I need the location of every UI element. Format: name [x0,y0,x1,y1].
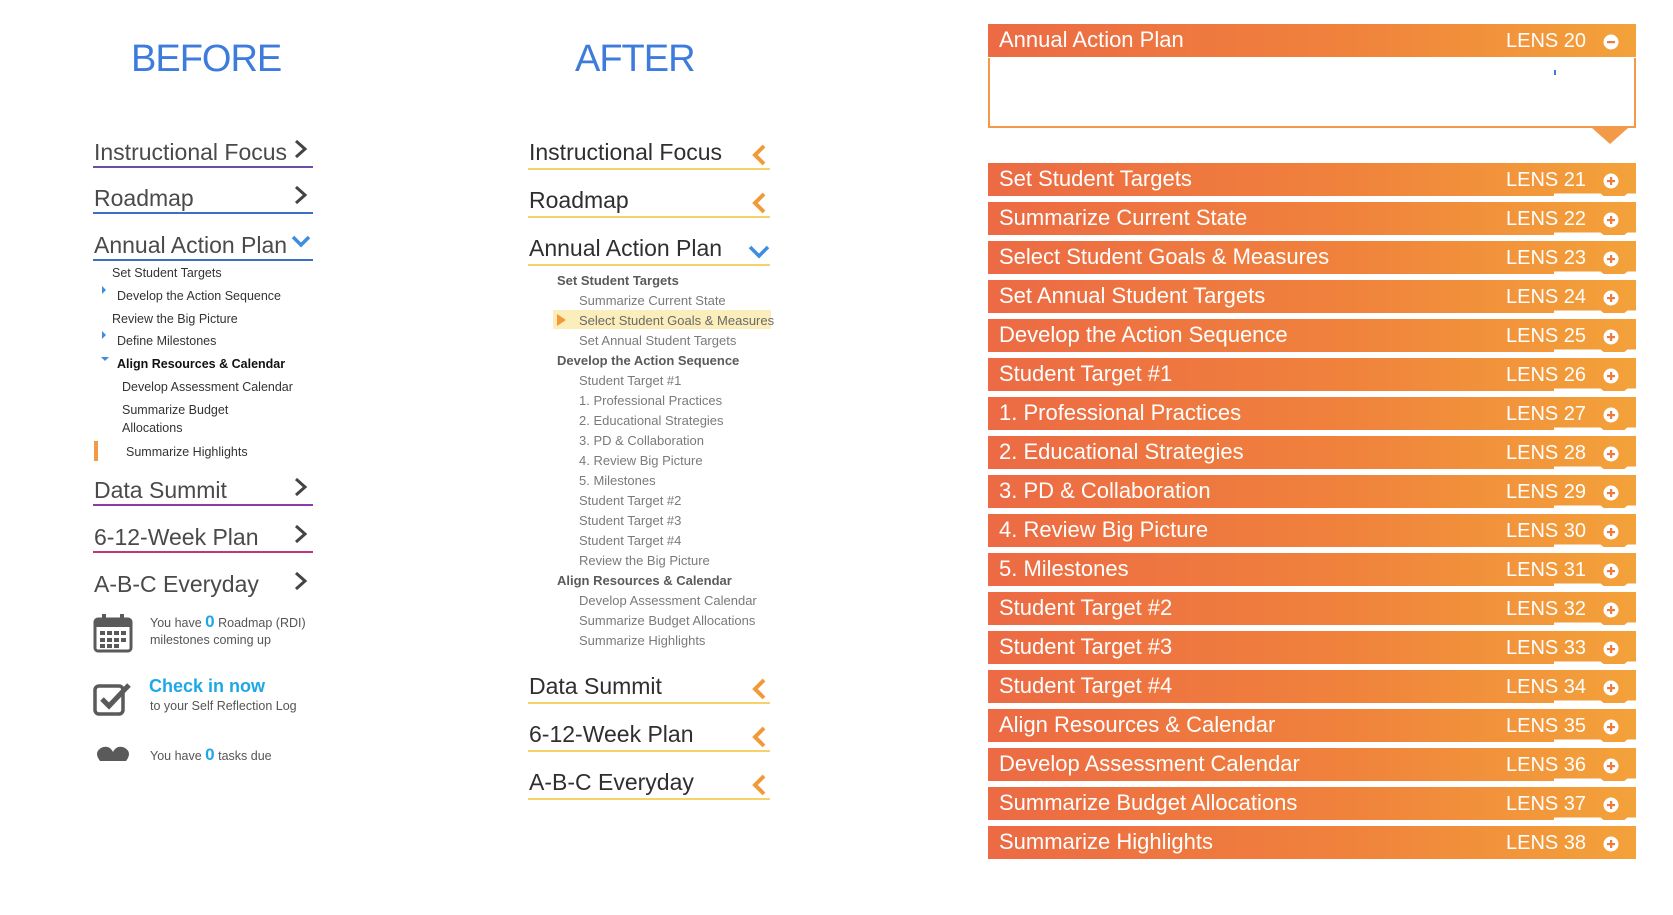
after-nav-annual-action-plan[interactable]: Annual Action Plan [528,230,770,266]
before-sub-item[interactable]: Summarize Budget [122,403,229,417]
after-sub-item[interactable]: Summarize Highlights [579,633,706,648]
after-sub-item[interactable]: 3. PD & Collaboration [579,433,705,448]
lens-item-title: Student Target #1 [999,361,1173,386]
caret-down-icon[interactable] [101,357,109,361]
expand-plus-icon[interactable] [1603,446,1619,462]
lens-item-title: Student Target #4 [999,673,1173,698]
lens-item-number: LENS 29 [1506,481,1587,503]
before-nav-annual-action-plan[interactable]: Annual Action Plan [93,229,313,261]
after-sub-item[interactable]: Student Target #3 [579,513,682,528]
after-heading: AFTER [575,38,695,80]
lens-item-number: LENS 30 [1506,520,1587,542]
chevron-right-icon [290,521,312,549]
lens-item-bar[interactable] [988,475,1636,508]
after-sub-item-selected[interactable]: Select Student Goals & Measures [579,313,775,328]
expand-plus-icon[interactable] [1603,758,1619,774]
chevron-down-icon [748,240,770,262]
caret-right-icon[interactable] [102,331,106,339]
before-nav-roadmap[interactable]: Roadmap [93,182,313,214]
nav-underline [93,212,313,214]
after-sub-group[interactable]: Align Resources & Calendar [557,573,732,588]
chevron-down-icon [290,229,312,257]
lens-item-bar[interactable] [988,241,1636,274]
nav-underline [93,551,313,553]
expand-plus-icon[interactable] [1603,563,1619,579]
lens-item-number: LENS 24 [1506,286,1587,308]
lens-item-title: Align Resources & Calendar [999,712,1276,737]
lens-item-title: Student Target #3 [999,634,1173,659]
lens-item-bar[interactable] [988,670,1636,703]
after-sub-item[interactable]: Student Target #1 [579,373,682,388]
before-sub-item[interactable]: Align Resources & Calendar [117,357,286,371]
pointer-notch [1592,128,1628,144]
lens-item-title: Select Student Goals & Measures [999,244,1330,269]
checkbox-checked-icon[interactable] [93,681,133,717]
after-nav-6-12-week-plan[interactable]: 6-12-Week Plan [528,716,770,752]
expand-plus-icon[interactable] [1603,797,1619,813]
lens-item-bar[interactable] [988,748,1636,781]
after-sub-item[interactable]: 5. Milestones [579,473,656,488]
nav-underline [93,166,313,168]
expand-plus-icon[interactable] [1603,836,1619,852]
lens-item-title: 3. PD & Collaboration [999,478,1211,503]
before-sub-item[interactable]: Define Milestones [117,334,217,348]
lens-item-title: Set Student Targets [999,166,1192,191]
expand-plus-icon[interactable] [1603,524,1619,540]
lens-item-title: 1. Professional Practices [999,400,1242,425]
after-sub-item[interactable]: Summarize Budget Allocations [579,613,756,628]
lens-item-bar[interactable] [988,358,1636,391]
nav-underline [93,259,313,261]
nav-underline [528,168,770,170]
before-nav-6-12-week-plan[interactable]: 6-12-Week Plan [93,521,313,553]
after-nav-roadmap[interactable]: Roadmap [528,182,770,218]
lens-item-bar[interactable] [988,553,1636,586]
after-nav-data-summit[interactable]: Data Summit [528,668,770,704]
milestones-info: You have 0 Roadmap (RDI) milestones coming up [150,612,306,647]
checkin-subtitle: to your Self Reflection Log [150,699,297,713]
expand-plus-icon[interactable] [1603,719,1619,735]
after-sub-item[interactable]: 1. Professional Practices [579,393,723,408]
expand-plus-icon[interactable] [1603,212,1619,228]
chevron-left-icon [751,192,767,214]
heart-icon [93,745,133,761]
milestones-count: 0 [205,612,215,631]
before-sub-item[interactable]: Review the Big Picture [112,312,238,326]
before-heading: BEFORE [131,38,282,80]
chevron-left-icon [751,678,767,700]
after-sub-item[interactable]: Student Target #2 [579,493,682,508]
lens-item-number: LENS 23 [1506,247,1587,269]
after-sub-group[interactable]: Set Student Targets [557,273,679,288]
expand-plus-icon[interactable] [1603,329,1619,345]
before-sub-item[interactable]: Develop the Action Sequence [117,289,282,303]
lens-item-number: LENS 27 [1506,403,1587,425]
before-sub-item: Allocations [122,421,183,435]
lens-item-number: LENS 25 [1506,325,1587,347]
expand-plus-icon[interactable] [1603,251,1619,267]
before-nav-abc-everyday[interactable]: A-B-C Everyday [93,568,313,600]
lens-item-bar[interactable] [988,436,1636,469]
lens-item-title: Develop Assessment Calendar [999,751,1300,776]
after-sub-group[interactable]: Develop the Action Sequence [557,353,740,368]
lens-item-title: Develop the Action Sequence [999,322,1288,347]
lens-item-number: LENS 35 [1506,715,1587,737]
before-nav-instructional-focus[interactable]: Instructional Focus [93,136,313,168]
lens-item-bar[interactable] [988,163,1636,196]
lens-item-bar[interactable] [988,592,1636,625]
lens-item-title: Summarize Current State [999,205,1248,230]
after-sub-item[interactable]: 4. Review Big Picture [579,453,703,468]
expand-plus-icon[interactable] [1603,641,1619,657]
nav-underline [528,264,770,266]
lens-item-bar[interactable] [988,202,1636,235]
chevron-right-icon [290,568,312,596]
lens-item-title: Summarize Budget Allocations [999,790,1298,815]
expand-plus-icon[interactable] [1603,173,1619,189]
caret-right-icon[interactable] [102,286,106,294]
after-sub-item[interactable]: Review the Big Picture [579,553,710,568]
lens-item-number: LENS 26 [1506,364,1587,386]
lens-item-bar[interactable] [988,709,1636,742]
lens-header-bar[interactable] [988,24,1636,57]
tasks-row: You have 0 tasks due [93,743,323,761]
after-sub-item[interactable]: Student Target #4 [579,533,682,548]
lens-item-number: LENS 22 [1506,208,1587,230]
calendar-icon [93,613,133,653]
chevron-right-icon [290,136,312,164]
lens-item-number: LENS 21 [1506,169,1587,191]
after-sub-item[interactable]: Set Annual Student Targets [579,333,737,348]
before-sub-item[interactable]: Develop Assessment Calendar [122,380,293,394]
expand-plus-icon[interactable] [1603,407,1619,423]
chevron-left-icon [751,726,767,748]
chevron-left-icon [751,144,767,166]
lens-item-bar[interactable] [988,397,1636,430]
checkin-link[interactable]: Check in now [149,676,266,696]
lens-item-title: Summarize Highlights [999,829,1213,854]
lens-item-bar[interactable] [988,826,1636,859]
before-sub-item[interactable]: Set Student Targets [112,266,222,280]
lens-item-number: LENS 33 [1506,637,1587,659]
nav-underline [528,798,770,800]
expand-plus-icon[interactable] [1603,680,1619,696]
lens-item-bar[interactable] [988,631,1636,664]
expand-plus-icon[interactable] [1603,290,1619,306]
lens-item-number: LENS 36 [1506,754,1587,776]
lens-item-title: 2. Educational Strategies [999,439,1244,464]
expand-plus-icon[interactable] [1603,368,1619,384]
nav-underline [528,216,770,218]
after-nav-instructional-focus[interactable]: Instructional Focus [528,134,770,170]
lens-item-title: 5. Milestones [999,556,1129,581]
chevron-right-icon [290,474,312,502]
lens-header-title: Annual Action Plan [999,27,1184,52]
lens-item-bar[interactable] [988,514,1636,547]
collapse-minus-icon[interactable] [1603,34,1619,50]
expand-plus-icon[interactable] [1603,602,1619,618]
nav-underline [528,750,770,752]
nav-underline [93,504,313,506]
after-sub-item[interactable]: Summarize Current State [579,293,726,308]
lens-item-number: LENS 32 [1506,598,1587,620]
lens-item-bar[interactable] [988,319,1636,352]
before-nav-data-summit[interactable]: Data Summit [93,474,313,506]
lens-item-number: LENS 34 [1506,676,1587,698]
before-sub-item-active[interactable]: Summarize Highlights [126,445,248,459]
expand-plus-icon[interactable] [1603,485,1619,501]
cursor-mark [1554,70,1556,75]
after-sub-item[interactable]: 2. Educational Strategies [579,413,724,428]
after-sub-item[interactable]: Develop Assessment Calendar [579,593,757,608]
nav-underline [528,702,770,704]
lens-item-title: Set Annual Student Targets [999,283,1266,308]
lens-item-title: 4. Review Big Picture [999,517,1209,542]
lens-item-number: LENS 37 [1506,793,1587,815]
lens-item-title: Student Target #2 [999,595,1173,620]
lens-expanded-content [988,58,1636,128]
lens-item-number: LENS 31 [1506,559,1587,581]
lens-item-bar[interactable] [988,787,1636,820]
chevron-right-icon [290,182,312,210]
lens-header-number: LENS 20 [1506,30,1587,52]
lens-item-number: LENS 28 [1506,442,1587,464]
lens-item-number: LENS 38 [1506,832,1587,854]
active-indicator [94,441,98,461]
chevron-left-icon [751,774,767,796]
lens-item-bar[interactable] [988,280,1636,313]
caret-right-icon [557,314,566,326]
after-nav-abc-everyday[interactable]: A-B-C Everyday [528,764,770,800]
